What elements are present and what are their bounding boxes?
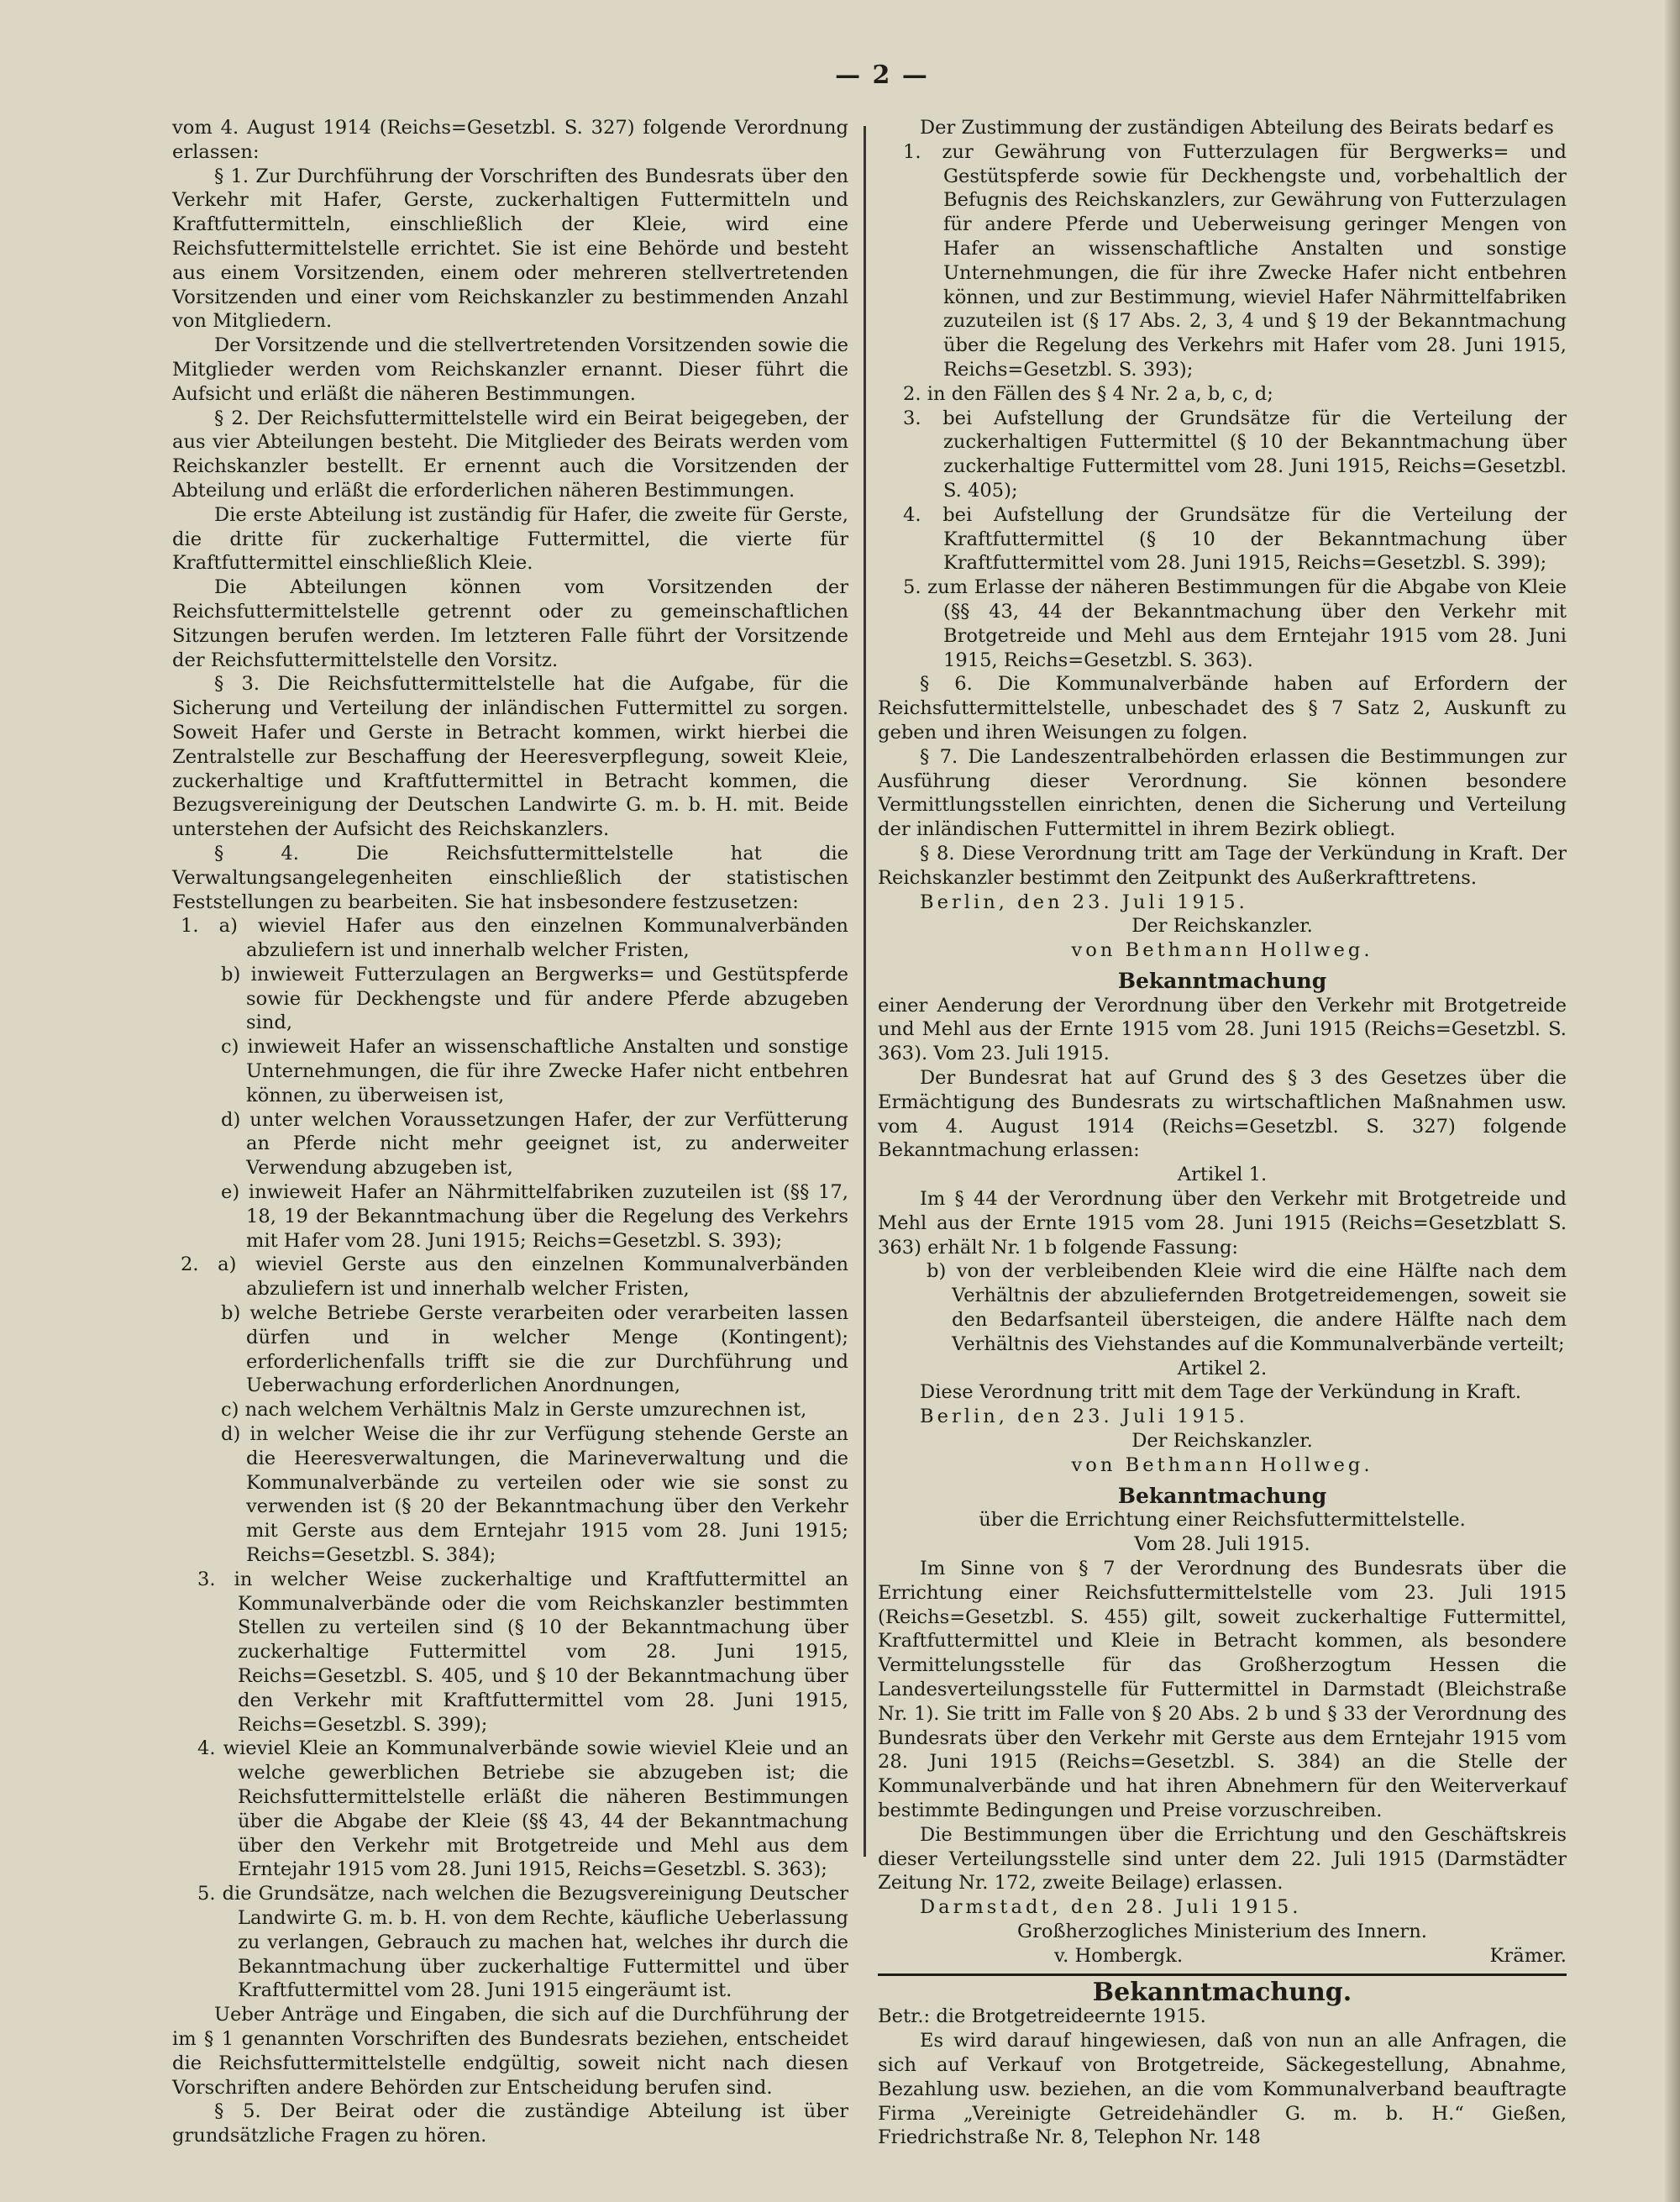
page-edge (1665, 0, 1680, 2202)
left-column-paragraph: d) unter welchen Voraussetzungen Hafer, der zur Verfütterung an Pferde nicht mehr geeignet ist, zu anderweiter Verwendung abzugeben ist, (221, 1108, 848, 1180)
left-column-paragraph: Die erste Abteilung ist zuständig für Hafer, die zweite für Gerste, die dritte für zuckerhaltige Futtermittel, die vierte für Kraftfuttermittel einschließlich Kleie. (172, 503, 848, 575)
right-column-paragraph: Der Reichskanzler. (1131, 915, 1313, 938)
right-column-paragraph: Der Zustimmung der zuständigen Abteilung des Beirats bedarf es (920, 117, 1554, 139)
left-column-paragraph: c) inwieweit Hafer an wissenschaftliche Anstalten und sonstige Unternehmungen, die für ihre Zwecke Hafer nicht entbehren können, zu überweisen ist, (221, 1036, 848, 1106)
left-column-paragraph: § 4. Die Reichsfuttermittelstelle hat die Verwaltungsangelegenheiten einschließlich der statistischen Feststellungen zu bearbeiten. Sie hat insbesondere festzusetzen: (172, 842, 848, 913)
right-column-paragraph: 1. zur Gewährung von Futterzulagen für Bergwerks= und Gestütspferde sowie für Deckhengste und, vorbehaltlich der Befugnis des Reichskanzlers, zur Gewährung von Futterzulagen für andere Pferde und Ueberweisung geringer Mengen von Hafer an wissenschaftliche Anstalten und sonstige Unternehmungen, die für ihre Zwecke Hafer nicht entbehren können, und zur Bestimmung, wieviel Hafer Nährmittelfabriken zuzuteilen ist (§ 17 Abs. 2, 3, 4 und § 19 der Bekanntmachung über die Regelung des Verkehrs mit Hafer vom 28. Juni 1915, Reichs=Gesetzbl. S. 393); (903, 140, 1567, 381)
right-column-paragraph: Der Reichskanzler. (1131, 1430, 1313, 1453)
right-column-paragraph: Berlin, den 23. Juli 1915. (920, 891, 1248, 913)
left-column-paragraph: 4. wieviel Kleie an Kommunalverbände sowie wieviel Kleie und an welche gewerblichen Betriebe sie abzugeben ist; die Reichsfuttermittelstelle erläßt die näheren Bestimmungen über die Abgabe der Kleie (§§ 43, 44 der Bekanntmachung über den Verkehr mit Brotgetreide und Mehl aus dem Erntejahr 1915 vom 28. Juni 1915, Reichs=Gesetzbl. S. 363); (197, 1737, 848, 1881)
left-column-paragraph: § 5. Der Beirat oder die zuständige Abteilung ist über grundsätzliche Fragen zu hören. (172, 2100, 848, 2147)
right-column-paragraph: Der Bundesrat hat auf Grund des § 3 des Gesetzes über die Ermächtigung des Bundesrats zu wirtschaftlichen Maßnahmen usw. vom 4. August 1914 (Reichs=Gesetzbl. S. 327) folgende Bekanntmachung erlassen: (878, 1067, 1567, 1162)
left-column-paragraph: b) welche Betriebe Gerste verarbeiten oder verarbeiten lassen dürfen und in welcher Menge (Kontingent); erforderlichenfalls trifft sie die zur Durchführung und Ueberwachung erforderlichen Anordnungen, (221, 1302, 848, 1397)
right-column-paragraph: Im § 44 der Verordnung über den Verkehr mit Brotgetreide und Mehl aus der Ernte 1915 vom 28. Juni 1915 (Reichs=Gesetzblatt S. 363) erhält Nr. 1 b folgende Fassung: (878, 1188, 1567, 1259)
left-column-paragraph: c) nach welchem Verhältnis Malz in Gerste umzurechnen ist, (221, 1399, 807, 1422)
right-column-paragraph: Großherzogliches Ministerium des Innern. (1017, 1920, 1427, 1942)
right-column (878, 116, 1567, 2150)
signature-left: v. Hombergk. (1054, 1944, 1184, 1967)
right-column-text (878, 116, 1567, 1944)
right-column-paragraph: Darmstadt, den 28. Juli 1915. (920, 1896, 1302, 1919)
section-rule (878, 1973, 1567, 1976)
left-column-paragraph: § 1. Zur Durchführung der Vorschriften des Bundesrats über den Verkehr mit Hafer, Gerste, zuckerhaltigen Futtermitteln und Kraftfuttermitteln, einschließlich der Kleie, wird eine Reichsfuttermittelstelle errichtet. Sie ist eine Behörde und besteht aus einem Vorsitzenden, einem oder mehreren stellvertretenden Vorsitzenden und einer vom Reichskanzler zu bestimmenden Anzahl von Mitgliedern. (172, 165, 848, 333)
final-notice (878, 1977, 1567, 2151)
right-column-paragraph: § 6. Die Kommunalverbände haben auf Erfordern der Reichsfuttermittelstelle, unbeschadet des § 7 Satz 2, Auskunft zu geben und ihren Weisungen zu folgen. (878, 673, 1567, 744)
right-column-paragraph: Diese Verordnung tritt mit dem Tage der Verkündung in Kraft. (920, 1381, 1522, 1404)
left-column-paragraph: 2. a) wieviel Gerste aus den einzelnen Kommunalverbänden abzuliefern ist und innerhalb welcher Fristen, (181, 1253, 848, 1301)
right-column-paragraph: b) von der verbleibenden Kleie wird die eine Hälfte nach dem Verhältnis der abzuliefernden Brotgetreidemengen, soweit sie den Bedarfsanteil übersteigen, die andere Hälfte nach dem Verhältnis des Viehstandes auf die Kommunalverbände verteilt; (927, 1260, 1567, 1355)
right-column-paragraph: Im Sinne von § 7 der Verordnung des Bundesrats über die Errichtung einer Reichsfuttermittelstelle vom 23. Juli 1915 (Reichs=Gesetzbl. S. 455) gilt, soweit zuckerhaltige Futtermittel, Kraftfuttermittel und Kleie in Betracht kommen, als besondere Vermittelungsstelle für das Großherzogtum Hessen die Landesverteilungsstelle für Futtermittel in Darmstadt (Bleichstraße Nr. 1). Sie tritt im Falle von § 20 Abs. 2 b und § 33 der Verordnung des Bundesrats über den Verkehr mit Gerste aus dem Erntejahr 1915 vom 28. Juni 1915 (Reichs=Gesetzbl. S. 384) an die Stelle der Kommunalverbände und hat ihren Abnehmern für den Weiterverkauf bestimmte Bedingungen und Preise vorzuschreiben. (878, 1558, 1567, 1821)
right-column-paragraph: 3. bei Aufstellung der Grundsätze für die Verteilung der zuckerhaltigen Futtermittel (§ 10 der Bekanntmachung über zuckerhaltige Futtermittel vom 28. Juni 1915, Reichs=Gesetzbl. S. 405); (903, 407, 1567, 502)
column-divider (864, 126, 866, 1857)
page-number: — 2 — (835, 60, 929, 90)
signature-row (878, 1944, 1567, 1968)
left-column-paragraph: § 2. Der Reichsfuttermittelstelle wird ein Beirat beigegeben, der aus vier Abteilungen besteht. Die Mitglieder des Beirats werden vom Reichskanzler bestellt. Er ernennt auch die Vorsitzenden der Abteilung und erläßt die erforderlichen näheren Bestimmungen. (172, 407, 848, 502)
left-column (172, 116, 848, 2148)
right-column-paragraph: Artikel 1. (1177, 1164, 1268, 1186)
right-column-paragraph: von Bethmann Hollweg. (1071, 939, 1373, 962)
right-column-paragraph: Artikel 2. (1177, 1357, 1268, 1380)
right-column-paragraph: § 8. Diese Verordnung tritt am Tage der Verkündung in Kraft. Der Reichskanzler bestimmt den Zeitpunkt des Außerkrafttretens. (878, 842, 1567, 889)
final-notice-paragraph: Betr.: die Brotgetreideernte 1915. (878, 2005, 1206, 2028)
right-column-paragraph: Die Bestimmungen über die Errichtung und den Geschäftskreis dieser Verteilungsstelle sind unter dem 22. Juli 1915 (Darmstädter Zeitung Nr. 172, zweite Beilage) erlassen. (878, 1823, 1567, 1895)
left-column-paragraph: Der Vorsitzende und die stellvertretenden Vorsitzenden sowie die Mitglieder werden vom Reichskanzler ernannt. Dieser führt die Aufsicht und erläßt die näheren Bestimmungen. (172, 334, 848, 405)
left-column-paragraph: e) inwieweit Hafer an Nährmittelfabriken zuzuteilen ist (§§ 17, 18, 19 der Bekanntmachung über die Regelung des Verkehrs mit Hafer vom 28. Juni 1915; Reichs=Gesetzbl. S. 393); (221, 1181, 848, 1252)
right-column-paragraph: Berlin, den 23. Juli 1915. (920, 1406, 1248, 1428)
left-column-paragraph: 3. in welcher Weise zuckerhaltige und Kraftfuttermittel an Kommunalverbände oder die vom Reichskanzler bestimmten Stellen zu verteilen sind (§ 10 der Bekanntmachung über zuckerhaltige Futtermittel vom 28. Juni 1915, Reichs=Gesetzbl. S. 405, und § 10 der Bekanntmachung über den Verkehr mit Kraftfuttermittel vom 28. Juni 1915, Reichs=Gesetzbl. S. 399); (197, 1568, 848, 1736)
final-notice-paragraph: Es wird darauf hingewiesen, daß von nun an alle Anfragen, die sich auf Verkauf von Brotgetreide, Säckegestellung, Abnahme, Bezahlung usw. beziehen, an die vom Kommunalverband beauftragte Firma „Vereinigte Getreidehändler G. m. b. H.“ Gießen, Friedrichstraße Nr. 8, Telephon Nr. 148 (878, 2030, 1567, 2149)
right-column-paragraph: Bekanntmachung (1117, 968, 1327, 993)
right-column-paragraph: einer Aenderung der Verordnung über den Verkehr mit Brotgetreide und Mehl aus der Ernte 1915 vom 28. Juni 1915 (Reichs=Gesetzbl. S. 363). Vom 23. Juli 1915. (878, 994, 1567, 1065)
right-column-paragraph: 2. in den Fällen des § 4 Nr. 2 a, b, c, d; (903, 382, 1273, 405)
right-column-paragraph: Bekanntmachung (1117, 1483, 1327, 1508)
left-column-paragraph: b) inwieweit Futterzulagen an Bergwerks= und Gestütspferde sowie für Deckhengste und für andere Pferde abzugeben sind, (221, 963, 848, 1034)
left-column-paragraph: vom 4. August 1914 (Reichs=Gesetzbl. S. 327) folgende Verordnung erlassen: (172, 117, 848, 163)
final-notice-paragraph: Bekanntmachung. (1092, 1977, 1352, 2007)
right-column-paragraph: von Bethmann Hollweg. (1071, 1453, 1373, 1476)
left-column-paragraph: 5. die Grundsätze, nach welchen die Bezugsvereinigung Deutscher Landwirte G. m. b. H. von dem Rechte, käufliche Ueberlassung zu verlangen, Gebrauch zu machen hat, welches ihr durch die Bekanntmachung über zuckerhaltige Futtermittel und über Kraftfuttermittel vom 28. Juni 1915 eingeräumt ist. (197, 1883, 848, 2002)
left-column-paragraph: § 3. Die Reichsfuttermittelstelle hat die Aufgabe, für die Sicherung und Verteilung der inländischen Futtermittel zu sorgen. Soweit Hafer und Gerste in Betracht kommen, wirkt hierbei die Zentralstelle zur Beschaffung der Heeresverpflegung, soweit Kleie, zuckerhaltige und Kraftfuttermittel in Betracht kommen, die Bezugsvereinigung der Deutschen Landwirte G. m. b. H. mit. Beide unterstehen der Aufsicht des Reichskanzlers. (172, 673, 848, 841)
right-column-paragraph: Vom 28. Juli 1915. (1134, 1533, 1310, 1556)
right-column-paragraph: über die Errichtung einer Reichsfuttermittelstelle. (979, 1509, 1466, 1532)
left-column-paragraph: d) in welcher Weise die ihr zur Verfügung stehende Gerste an die Heeresverwaltungen, die Marineverwaltung und die Kommunalverbände zu verteilen oder wie sie sonst zu verwenden ist (§ 20 der Bekanntmachung über den Verkehr mit Gerste aus dem Erntejahr 1915 vom 28. Juni 1915; Reichs=Gesetzbl. S. 384); (221, 1423, 848, 1567)
left-column-paragraph: Ueber Anträge und Eingaben, die sich auf die Durchführung der im § 1 genannten Vorschriften des Bundesrats beziehen, entscheidet die Reichsfuttermittelstelle endgültig, soweit nicht nach diesen Vorschriften andere Behörden zur Entscheidung berufen sind. (172, 2004, 848, 2099)
right-column-paragraph: 4. bei Aufstellung der Grundsätze für die Verteilung der Kraftfuttermittel (§ 10 der Bekanntmachung über Kraftfuttermittel vom 28. Juni 1915, Reichs=Gesetzbl. S. 399); (903, 503, 1567, 575)
left-column-paragraph: Die Abteilungen können vom Vorsitzenden der Reichsfuttermittelstelle getrennt oder zu gemeinschaftlichen Sitzungen berufen werden. Im letzteren Falle führt der Vorsitzende der Reichsfuttermittelstelle den Vorsitz. (172, 576, 848, 671)
left-column-paragraph: 1. a) wieviel Hafer aus den einzelnen Kommunalverbänden abzuliefern ist und innerhalb welcher Fristen, (181, 915, 848, 962)
signature-right: Krämer. (1489, 1944, 1567, 1967)
right-column-paragraph: § 7. Die Landeszentralbehörden erlassen die Bestimmungen zur Ausführung dieser Verordnung. Sie können besondere Vermittlungsstellen einrichten, denen die Sicherung und Verteilung der inländischen Futtermittel in ihrem Bezirk obliegt. (878, 745, 1567, 841)
right-column-paragraph: 5. zum Erlasse der näheren Bestimmungen für die Abgabe von Kleie (§§ 43, 44 der Bekanntmachung über den Verkehr mit Brotgetreide und Mehl aus dem Erntejahr 1915 vom 28. Juni 1915, Reichs=Gesetzbl. S. 363). (903, 576, 1567, 671)
